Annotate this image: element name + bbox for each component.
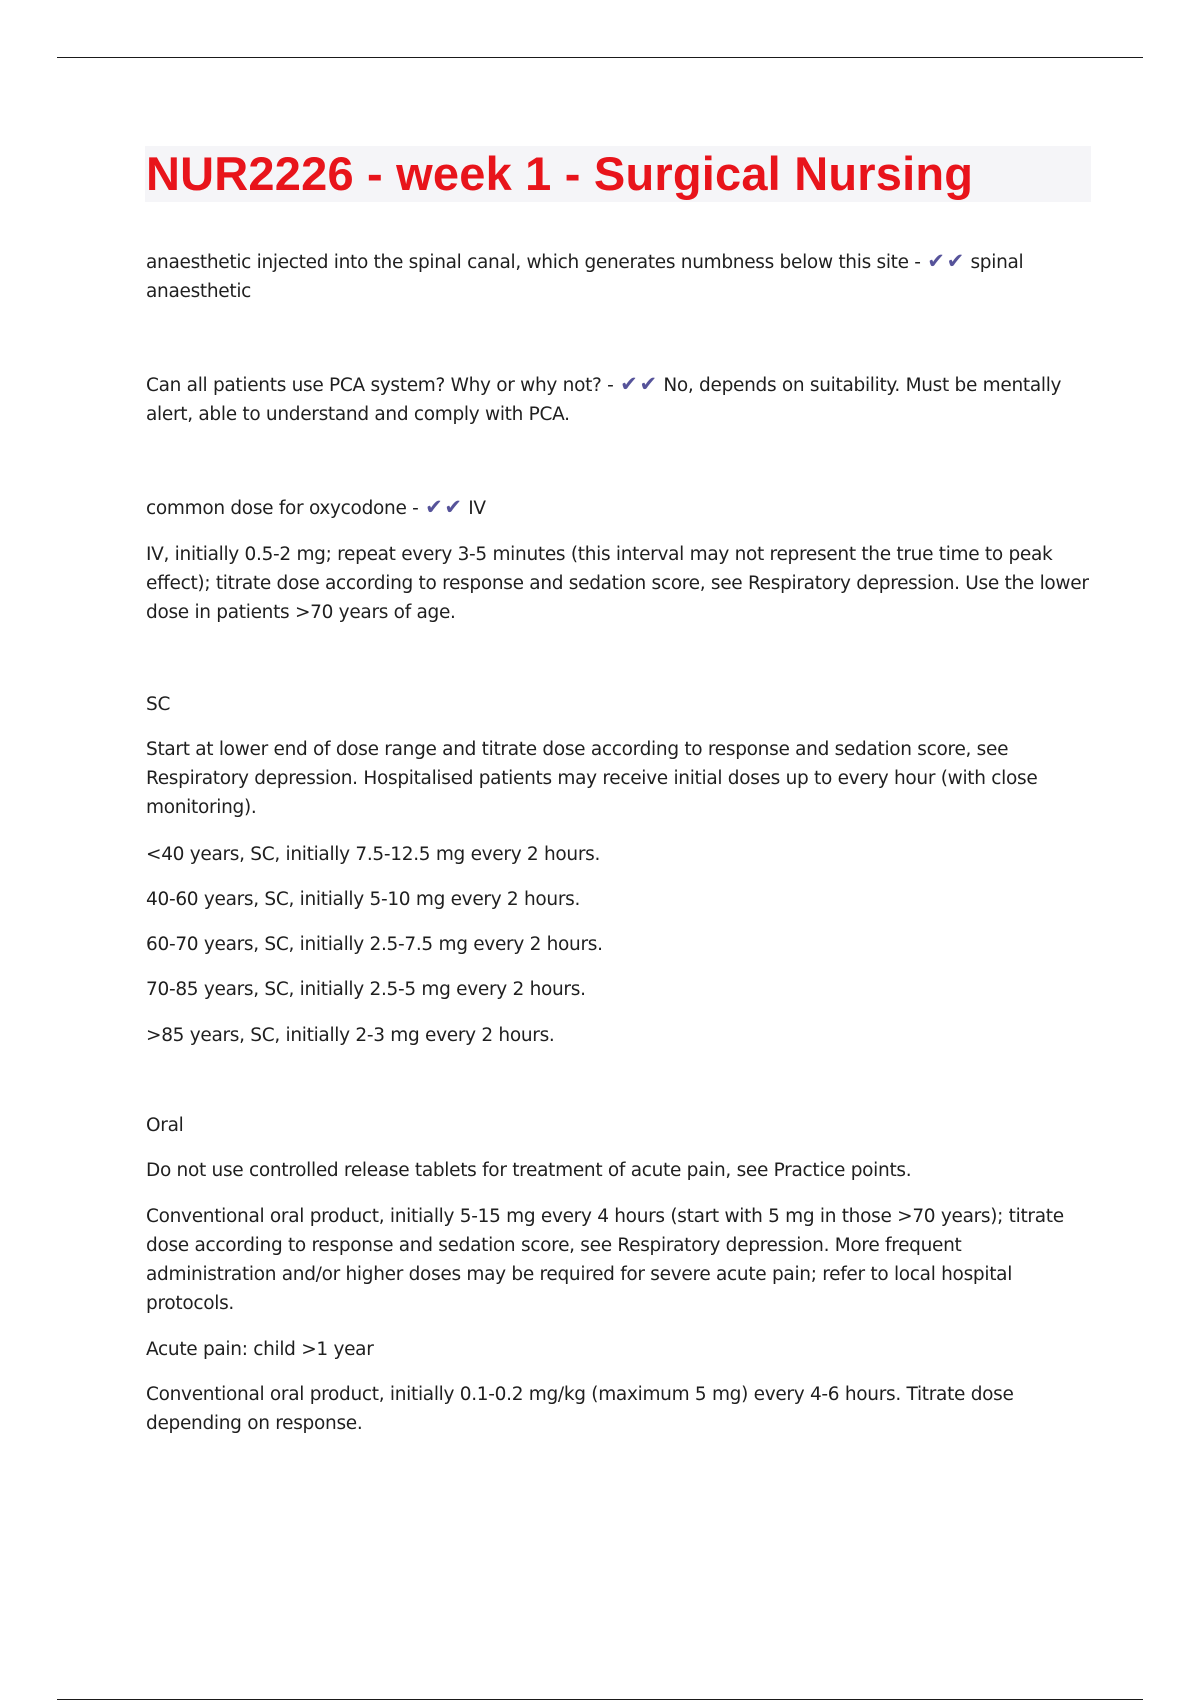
card-question: Can all patients use PCA system? Why or why not? - [146, 375, 614, 396]
child-heading: Acute pain: child >1 year [146, 1339, 374, 1360]
sc-heading: SC [146, 694, 171, 715]
document-title: NUR2226 - week 1 - Surgical Nursing [146, 147, 974, 200]
check-icon: ✔ [444, 495, 462, 519]
sc-dose-line: 60-70 years, SC, initially 2.5-7.5 mg every 2 hours. [146, 934, 603, 955]
check-icon: ✔ [946, 249, 964, 273]
sc-dose-line: 70-85 years, SC, initially 2.5-5 mg every 2 hours. [146, 979, 586, 1000]
card-question: common dose for oxycodone - [146, 498, 419, 519]
check-icon: ✔ [639, 372, 657, 396]
check-icon: ✔ [620, 372, 638, 396]
sc-dose-paragraph: Start at lower end of dose range and titrate dose according to response and sedation score, see Respiratory depression. Hospitalised patients may receive initial doses up to every hour (with close monitoring). [146, 739, 1038, 818]
oral-dose-paragraph: Conventional oral product, initially 5-15 mg every 4 hours (start with 5 mg in those >70 years); titrate dose according to response and sedation score, see Respiratory depression. More frequent administration and/or higher doses may be required for severe acute pain; refer to local hospital protocols. [146, 1206, 1064, 1314]
check-icon: ✔ [425, 495, 443, 519]
oral-heading: Oral [146, 1115, 184, 1136]
child-dose-paragraph: Conventional oral product, initially 0.1-0.2 mg/kg (maximum 5 mg) every 4-6 hours. Titrate dose depending on response. [146, 1384, 1014, 1434]
oral-warning: Do not use controlled release tablets for treatment of acute pain, see Practice points. [146, 1160, 912, 1181]
card-answer: spinal anaesthetic [146, 252, 1024, 302]
iv-dose-paragraph: IV, initially 0.5-2 mg; repeat every 3-5 minutes (this interval may not represent the true time to peak effect); titrate dose according to response and sedation score, see Respiratory depression. Use the lower dose in patients >70 years of age. [146, 544, 1089, 623]
flashcard-2 [146, 370, 1091, 429]
header-rule [57, 57, 1143, 58]
sc-dose-line: 40-60 years, SC, initially 5-10 mg every 2 hours. [146, 889, 581, 910]
flashcard-1 [146, 247, 1091, 306]
card-question: anaesthetic injected into the spinal canal, which generates numbness below this site - [146, 252, 921, 273]
check-icon: ✔ [927, 249, 945, 273]
card-answer: IV [468, 498, 486, 519]
sc-dose-line: >85 years, SC, initially 2-3 mg every 2 hours. [146, 1025, 555, 1046]
flashcard-3 [146, 493, 1091, 523]
card-answer: No, depends on suitability. Must be mentally alert, able to understand and comply with PCA. [146, 375, 1062, 425]
sc-dose-line: <40 years, SC, initially 7.5-12.5 mg every 2 hours. [146, 844, 601, 865]
